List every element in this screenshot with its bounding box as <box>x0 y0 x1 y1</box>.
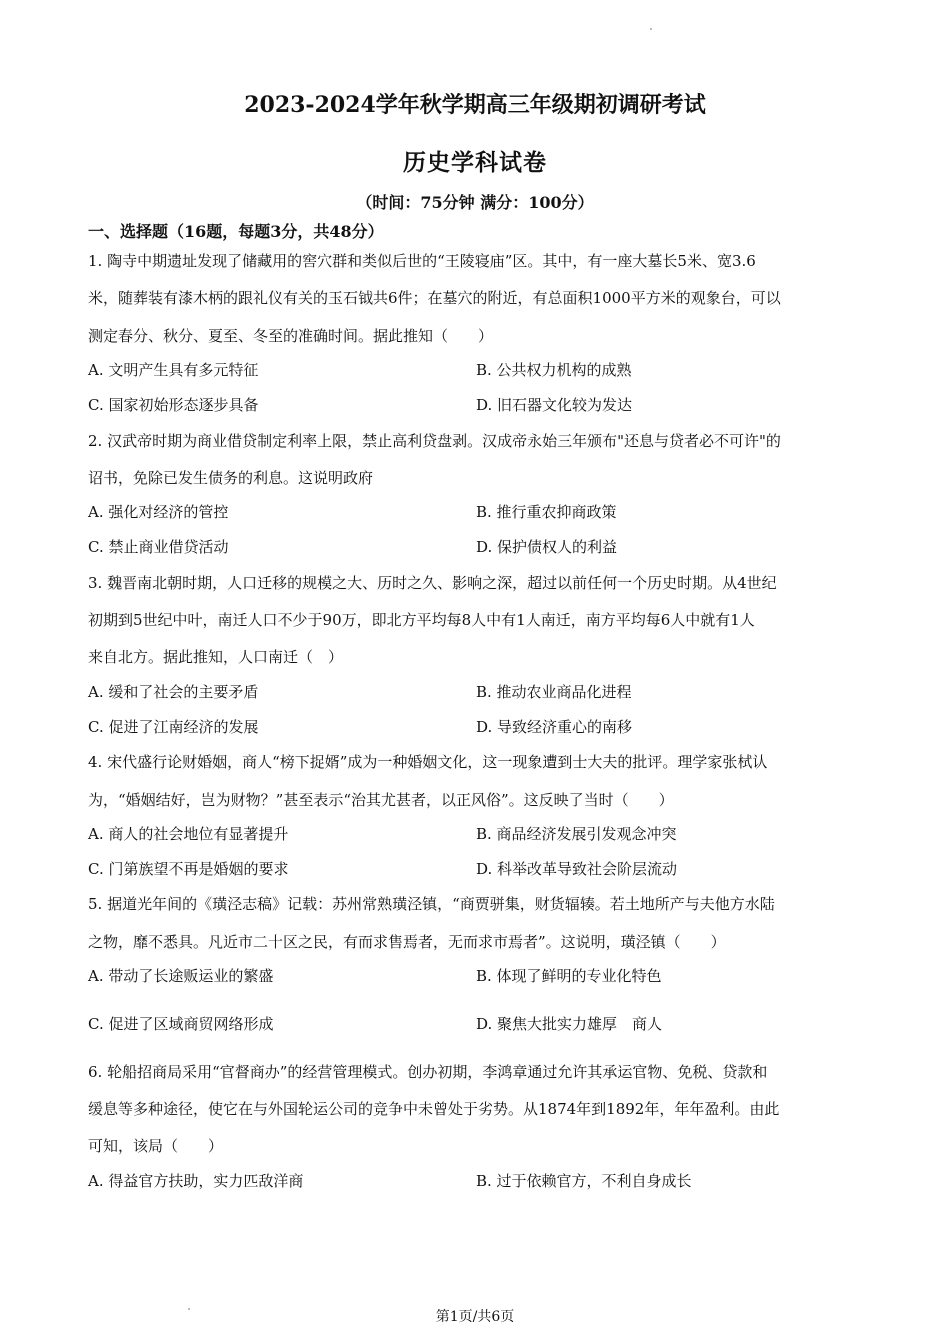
question-1-line-1: 1. 陶寺中期遗址发现了储藏用的窖穴群和类似后世的“王陵寝庙”区。其中，有一座大墓长5米、宽3.6 <box>88 252 756 270</box>
scan-dot <box>650 28 652 30</box>
question-6-line-3: 可知，该局（ ） <box>88 1137 224 1155</box>
question-4-line-2: 为，“婚姻结好，岂为财物？”甚至表示“治其尤甚者，以正风俗”。这反映了当时（ ） <box>88 791 674 809</box>
question-4-option-c: C. 门第族望不再是婚姻的要求 <box>88 860 289 878</box>
question-4-option-b: B. 商品经济发展引发观念冲突 <box>476 825 677 843</box>
question-5-option-b: B. 体现了鲜明的专业化特色 <box>476 967 662 985</box>
question-4-line-1: 4. 宋代盛行论财婚姻，商人“榜下捉婿”成为一种婚姻文化，这一现象遭到士大夫的批评。理学家张栻认 <box>88 753 768 771</box>
subject-title: 历史学科试卷 <box>403 149 547 176</box>
page-number: 第1页/共6页 <box>435 1309 515 1325</box>
question-5-option-c: C. 促进了区域商贸网络形成 <box>88 1015 274 1033</box>
question-5-line-1: 5. 据道光年间的《璜泾志稿》记载：苏州常熟璜泾镇，“商贾骈集，财货辐辏。若土地所产与夫他方水陆 <box>88 895 775 913</box>
question-2-line-1: 2. 汉武帝时期为商业借贷制定利率上限，禁止高利贷盘剥。汉成帝永始三年颁布"还息与贷者必不可许"的 <box>88 432 781 450</box>
question-2-option-c: C. 禁止商业借贷活动 <box>88 538 229 556</box>
question-6-option-b: B. 过于依赖官方，不利自身成长 <box>476 1172 692 1190</box>
question-2-line-2: 诏书，免除已发生债务的利息。这说明政府 <box>88 469 374 487</box>
question-4-option-a: A. 商人的社会地位有显著提升 <box>88 825 289 843</box>
question-2-option-b: B. 推行重农抑商政策 <box>476 503 617 521</box>
question-3-option-c: C. 促进了江南经济的发展 <box>88 718 259 736</box>
section-title: 一、选择题（16题，每题3分，共48分） <box>88 222 384 241</box>
question-5-line-2: 之物，靡不悉具。凡近市二十区之民，有而求售焉者，无而求市焉者”。这说明，璜泾镇（ ） <box>88 933 726 951</box>
question-2-option-d: D. 保护债权人的利益 <box>476 538 618 556</box>
question-1-option-c: C. 国家初始形态逐步具备 <box>88 396 259 414</box>
question-1-line-3: 测定春分、秋分、夏至、冬至的准确时间。据此推知（ ） <box>88 327 494 345</box>
question-6-line-1: 6. 轮船招商局采用“官督商办”的经营管理模式。创办初期，李鸿章通过允许其承运官物、免税、贷款和 <box>88 1063 768 1081</box>
question-1-option-a: A. 文明产生具有多元特征 <box>88 361 259 379</box>
question-3-line-1: 3. 魏晋南北朝时期，人口迁移的规模之大、历时之久、影响之深，超过以前任何一个历史时期。从4世纪 <box>88 574 777 592</box>
question-1-option-b: B. 公共权力机构的成熟 <box>476 361 632 379</box>
question-4-option-d: D. 科举改革导致社会阶层流动 <box>476 860 678 878</box>
question-3-line-2: 初期到5世纪中叶，南迁人口不少于90万，即北方平均每8人中有1人南迁，南方平均每6人中就有1人 <box>88 611 755 629</box>
question-3-option-b: B. 推动农业商品化进程 <box>476 683 632 701</box>
question-1-option-d: D. 旧石器文化较为发达 <box>476 396 633 414</box>
question-6-option-a: A. 得益官方扶助，实力匹敌洋商 <box>88 1172 304 1190</box>
exam-info: （时间：75分钟 满分：100分） <box>356 193 594 212</box>
question-5-option-d: D. 聚焦大批实力雄厚 商人 <box>476 1015 663 1033</box>
question-2-option-a: A. 强化对经济的管控 <box>88 503 229 521</box>
question-5-option-a: A. 带动了长途贩运业的繁盛 <box>88 967 274 985</box>
question-6-line-2: 缓息等多种途径，使它在与外国轮运公司的竞争中未曾处于劣势。从1874年到1892年，年年盈利。由此 <box>88 1100 780 1118</box>
question-3-line-3: 来自北方。据此推知，人口南迁（ ） <box>88 648 344 666</box>
question-3-option-d: D. 导致经济重心的南移 <box>476 718 633 736</box>
question-3-option-a: A. 缓和了社会的主要矛盾 <box>88 683 259 701</box>
exam-title: 2023-2024学年秋学期高三年级期初调研考试 <box>244 92 706 118</box>
question-1-line-2: 米，随葬装有漆木柄的跟礼仪有关的玉石钺共6件；在墓穴的附近，有总面积1000平方米的观象台，可以 <box>88 289 781 307</box>
